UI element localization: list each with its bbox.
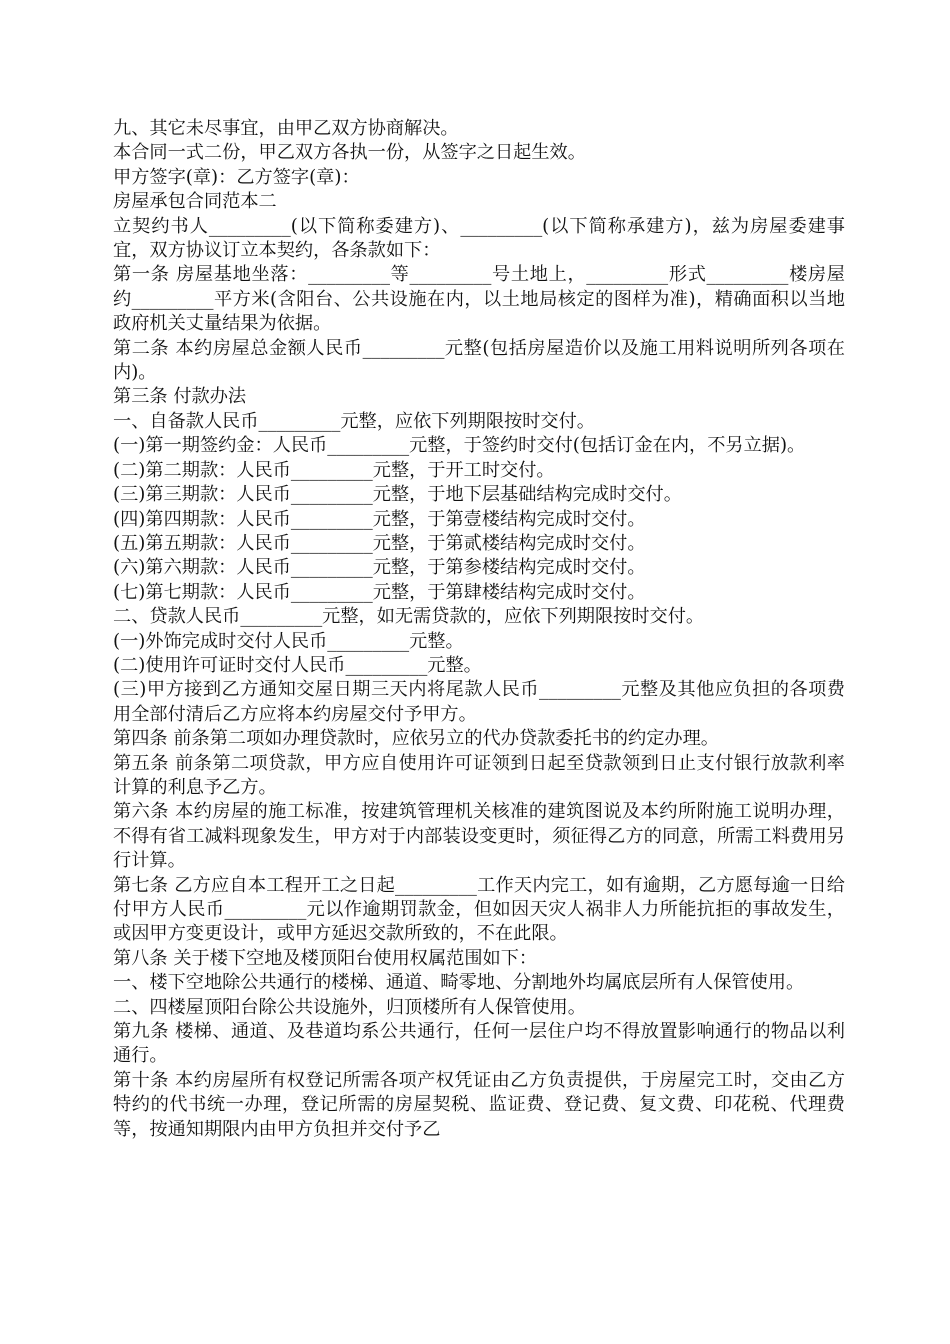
loan-item-1: (一)外饰完成时交付人民币_________元整。 [113,630,464,652]
loan-item-2: (二)使用许可证时交付人民币_________元整。 [113,654,482,676]
section-title-sample-two: 房屋承包合同范本二 [113,191,277,213]
installment-5: (五)第五期款：人民币_________元整，于第贰楼结构完成时交付。 [113,532,646,554]
contract-copies-effective: 本合同一式二份，甲乙双方各执一份，从签字之日起生效。 [113,142,586,164]
article-8-item-2: 二、四楼屋顶阳台除公共设施外，归顶楼所有人保管使用。 [113,996,586,1018]
article-9: 第九条 楼梯、通道、及巷道均系公共通行，任何一层住户均不得放置影响通行的物品以利通行。 [113,1021,845,1067]
installment-3: (三)第三期款：人民币_________元整，于地下层基础结构完成时交付。 [113,484,682,506]
loan-payment: 二、贷款人民币_________元整，如无需贷款的，应依下列期限按时交付。 [113,606,705,628]
article-6: 第六条 本约房屋的施工标准，按建筑管理机关核准的建筑图说及本约所附施工说明办理，不得有省工减料现象发生，甲方对于内部装设变更时，须征得乙方的同意，所需工料费用另行计算。 [113,801,845,872]
document-page [113,117,845,1142]
loan-item-3: (三)甲方接到乙方通知交屋日期三天内将尾款人民币_________元整及其他应负担的各项费用全部付清后乙方应将本约房屋交付予甲方。 [113,679,845,725]
installment-1: (一)第一期签约金：人民币_________元整，于签约时交付(包括订金在内，不另立据)。 [113,435,806,457]
article-8-item-1: 一、楼下空地除公共通行的楼梯、通道、畸零地、分割地外均属底层所有人保管使用。 [113,972,805,994]
article-4: 第四条 前条第二项如办理贷款时，应依另立的代办贷款委托书的约定办理。 [113,728,719,750]
signature-line: 甲方签字(章)：乙方签字(章)： [113,166,360,188]
contract-parties-intro: 立契约书人_________(以下简称委建方)、_________(以下简称承建方)，兹为房屋委建事宜，双方协议订立本契约，各条款如下： [113,215,845,262]
installment-7: (七)第七期款：人民币_________元整，于第肆楼结构完成时交付。 [113,581,646,603]
installment-2: (二)第二期款：人民币_________元整，于开工时交付。 [113,459,555,481]
article-2-total-amount: 第二条 本约房屋总金额人民币_________元整(包括房屋造价以及施工用料说明所列各项在内)。 [113,337,845,384]
self-funded-payment: 一、自备款人民币_________元整，应依下列期限按时交付。 [113,410,595,432]
clause-9-other-matters: 九、其它未尽事宜，由甲乙双方协商解决。 [113,118,459,139]
installment-6: (六)第六期款：人民币_________元整，于第参楼结构完成时交付。 [113,557,646,579]
installment-4: (四)第四期款：人民币_________元整，于第壹楼结构完成时交付。 [113,508,646,530]
article-10: 第十条 本约房屋所有权登记所需各项产权凭证由乙方负责提供，于房屋完工时，交由乙方特约的代书统一办理，登记所需的房屋契税、监证费、登记费、复文费、印花税、代理费等，按通知期限内由甲方负担并交付予乙 [113,1069,845,1140]
article-5: 第五条 前条第二项贷款，甲方应自使用许可证领到日起至贷款领到日止支付银行放款利率计算的利息予乙方。 [113,752,845,798]
article-8-heading: 第八条 关于楼下空地及楼顶阳台使用权属范围如下： [113,947,538,969]
article-1-location: 第一条 房屋基地坐落：_________等_________号土地上，_________形式_________楼房屋约_________平方米(含阳台、公共设施在内，以土地局核定的图样为准)，精确面积以当地政府机关丈量结果为依据。 [113,264,845,335]
article-3-heading: 第三条 付款办法 [113,386,247,408]
article-7: 第七条 乙方应自本工程开工之日起_________工作天内完工，如有逾期，乙方愿每逾一日给付甲方人民币_________元以作逾期罚款金，但如因天灾人祸非人力所能抗拒的事故发生，或因甲方变更设计，或甲方延迟交款所致的，不在此限。 [113,874,845,945]
